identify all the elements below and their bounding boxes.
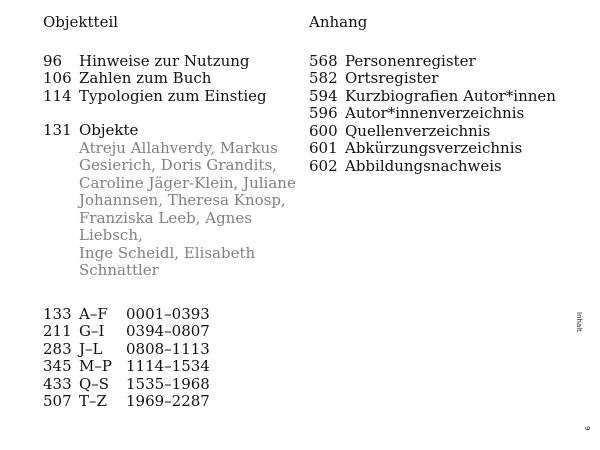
author-line: Schnattler [79,261,159,279]
toc-title: Objekte [79,121,139,139]
toc-page-number: 131 [43,121,72,139]
toc-entry[interactable] [309,123,569,141]
toc-title: Zahlen zum Buch [79,69,212,87]
range-entry[interactable] [43,376,305,394]
range-entry[interactable] [43,358,305,376]
toc-page-number: 596 [309,104,338,122]
range-letters: A–F [79,304,108,323]
toc-entry[interactable] [309,70,569,88]
toc-entry-objekte[interactable] [43,122,305,140]
toc-title: Abbildungsnachweis [345,156,502,175]
toc-entry[interactable] [309,105,569,123]
range-numbers: 1114–1534 [126,357,210,375]
toc-entry[interactable] [309,88,569,106]
section-heading-objektteil: Objektteil [43,13,119,31]
range-numbers: 0394–0807 [126,322,210,340]
author-line: Gesierich, Doris Grandits, [79,156,277,174]
left-column [43,14,305,411]
toc-entry[interactable] [43,53,305,71]
toc-page-number: 96 [43,51,63,70]
toc-page-number: 507 [43,392,72,410]
toc-page-number: 600 [309,121,338,140]
range-numbers: 1969–2287 [126,392,210,410]
toc-page-number: 345 [43,357,72,375]
toc-entry[interactable] [43,88,305,106]
toc-page-number: 568 [309,51,338,70]
author-list [79,140,305,280]
section-heading-anhang: Anhang [309,13,368,31]
range-letters: M–P [79,357,112,375]
author-line: Caroline Jäger-Klein, Juliane [79,173,296,192]
toc-title: Hinweise zur Nutzung [79,51,250,70]
toc-page-number: 433 [43,374,72,393]
range-numbers: 0001–0393 [126,304,210,323]
range-letters: Q–S [79,374,110,393]
range-entry[interactable] [43,393,305,411]
range-entry[interactable] [43,306,305,324]
running-header-label: Inhalt [575,312,583,332]
toc-entry[interactable] [43,70,305,88]
toc-page-number: 133 [43,304,72,323]
toc-title: Autor*innenverzeichnis [345,104,525,122]
toc-page-number: 106 [43,69,72,87]
range-entry[interactable] [43,323,305,341]
toc-title: Typologien zum Einstieg [79,86,267,105]
range-numbers: 0808–1113 [126,339,210,358]
author-line: Atreju Allahverdy, Markus [79,138,278,157]
range-letters: T–Z [79,392,107,410]
toc-page-number: 601 [309,139,338,157]
page-number: 9 [583,426,591,431]
author-line: Franziska Leeb, Agnes Liebsch, [79,208,252,244]
range-letters: G–I [79,322,105,340]
toc-page-number: 602 [309,156,338,175]
objects-section [43,122,305,280]
toc-title: Ortsregister [345,69,439,87]
toc-page-number: 114 [43,86,72,105]
toc-title: Quellenverzeichnis [345,121,491,140]
toc-page-number: 211 [43,322,72,340]
author-line: Johannsen, Theresa Knosp, [79,191,286,209]
right-column [309,14,569,175]
toc-entry[interactable] [309,158,569,176]
toc-title: Abkürzungsverzeichnis [345,139,523,157]
range-numbers: 1535–1968 [126,374,210,393]
toc-page-number: 594 [309,86,338,105]
toc-title: Kurzbiografien Autor*innen [345,86,556,105]
range-letters: J–L [79,339,103,358]
author-line: Inge Scheidl, Elisabeth [79,243,256,262]
toc-page-number: 582 [309,69,338,87]
range-entry[interactable] [43,341,305,359]
toc-title: Personenregister [345,51,476,70]
range-section [43,306,305,411]
toc-entry[interactable] [309,53,569,71]
toc-entry[interactable] [309,140,569,158]
toc-page-number: 283 [43,339,72,358]
